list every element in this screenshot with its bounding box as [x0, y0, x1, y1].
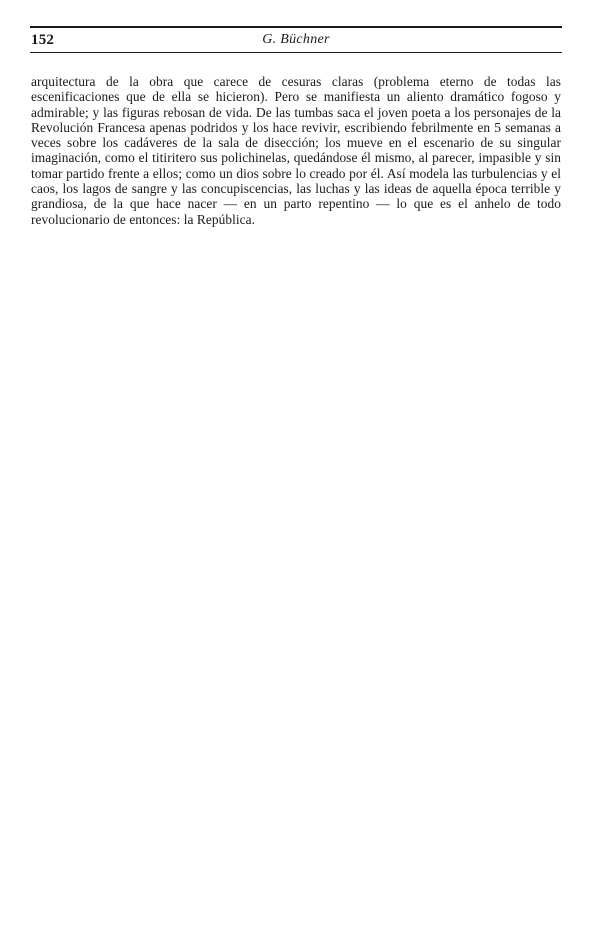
running-head: G. Büchner — [262, 32, 330, 47]
page-header — [31, 31, 561, 51]
page-number: 152 — [31, 32, 55, 48]
body-text — [31, 74, 561, 227]
paragraph: arquitectura de la obra que carece de cesuras claras (problema eterno de todas las escenificaciones que de ella se hicieron). Pero se manifiesta un aliento dramático fogoso y admirable; y las figuras rebosan de vida. De las tumbas saca el joven poeta a los personajes de la Revolución Francesa apenas podridos y los hace revivir, escribiendo febrilmente en 5 semanas a veces sobre los cadáveres de la sala de disección; los mueve en el escenario de su singular imaginación, como el titiritero sus polichinelas, quedándose él mismo, al parecer, impasible y sin tomar partido frente a ellos; como un dios sobre lo creado por él. Así modela las turbulencias y el caos, los lagos de sangre y las concupiscencias, las luchas y las ideas de aquella época terrible y grandiosa, de la que hace nacer — en un parto repentino — lo que es el anhelo de todo revolucionario de entonces: la República. — [31, 74, 561, 227]
top-rule — [30, 26, 562, 28]
header-rule — [30, 52, 562, 53]
